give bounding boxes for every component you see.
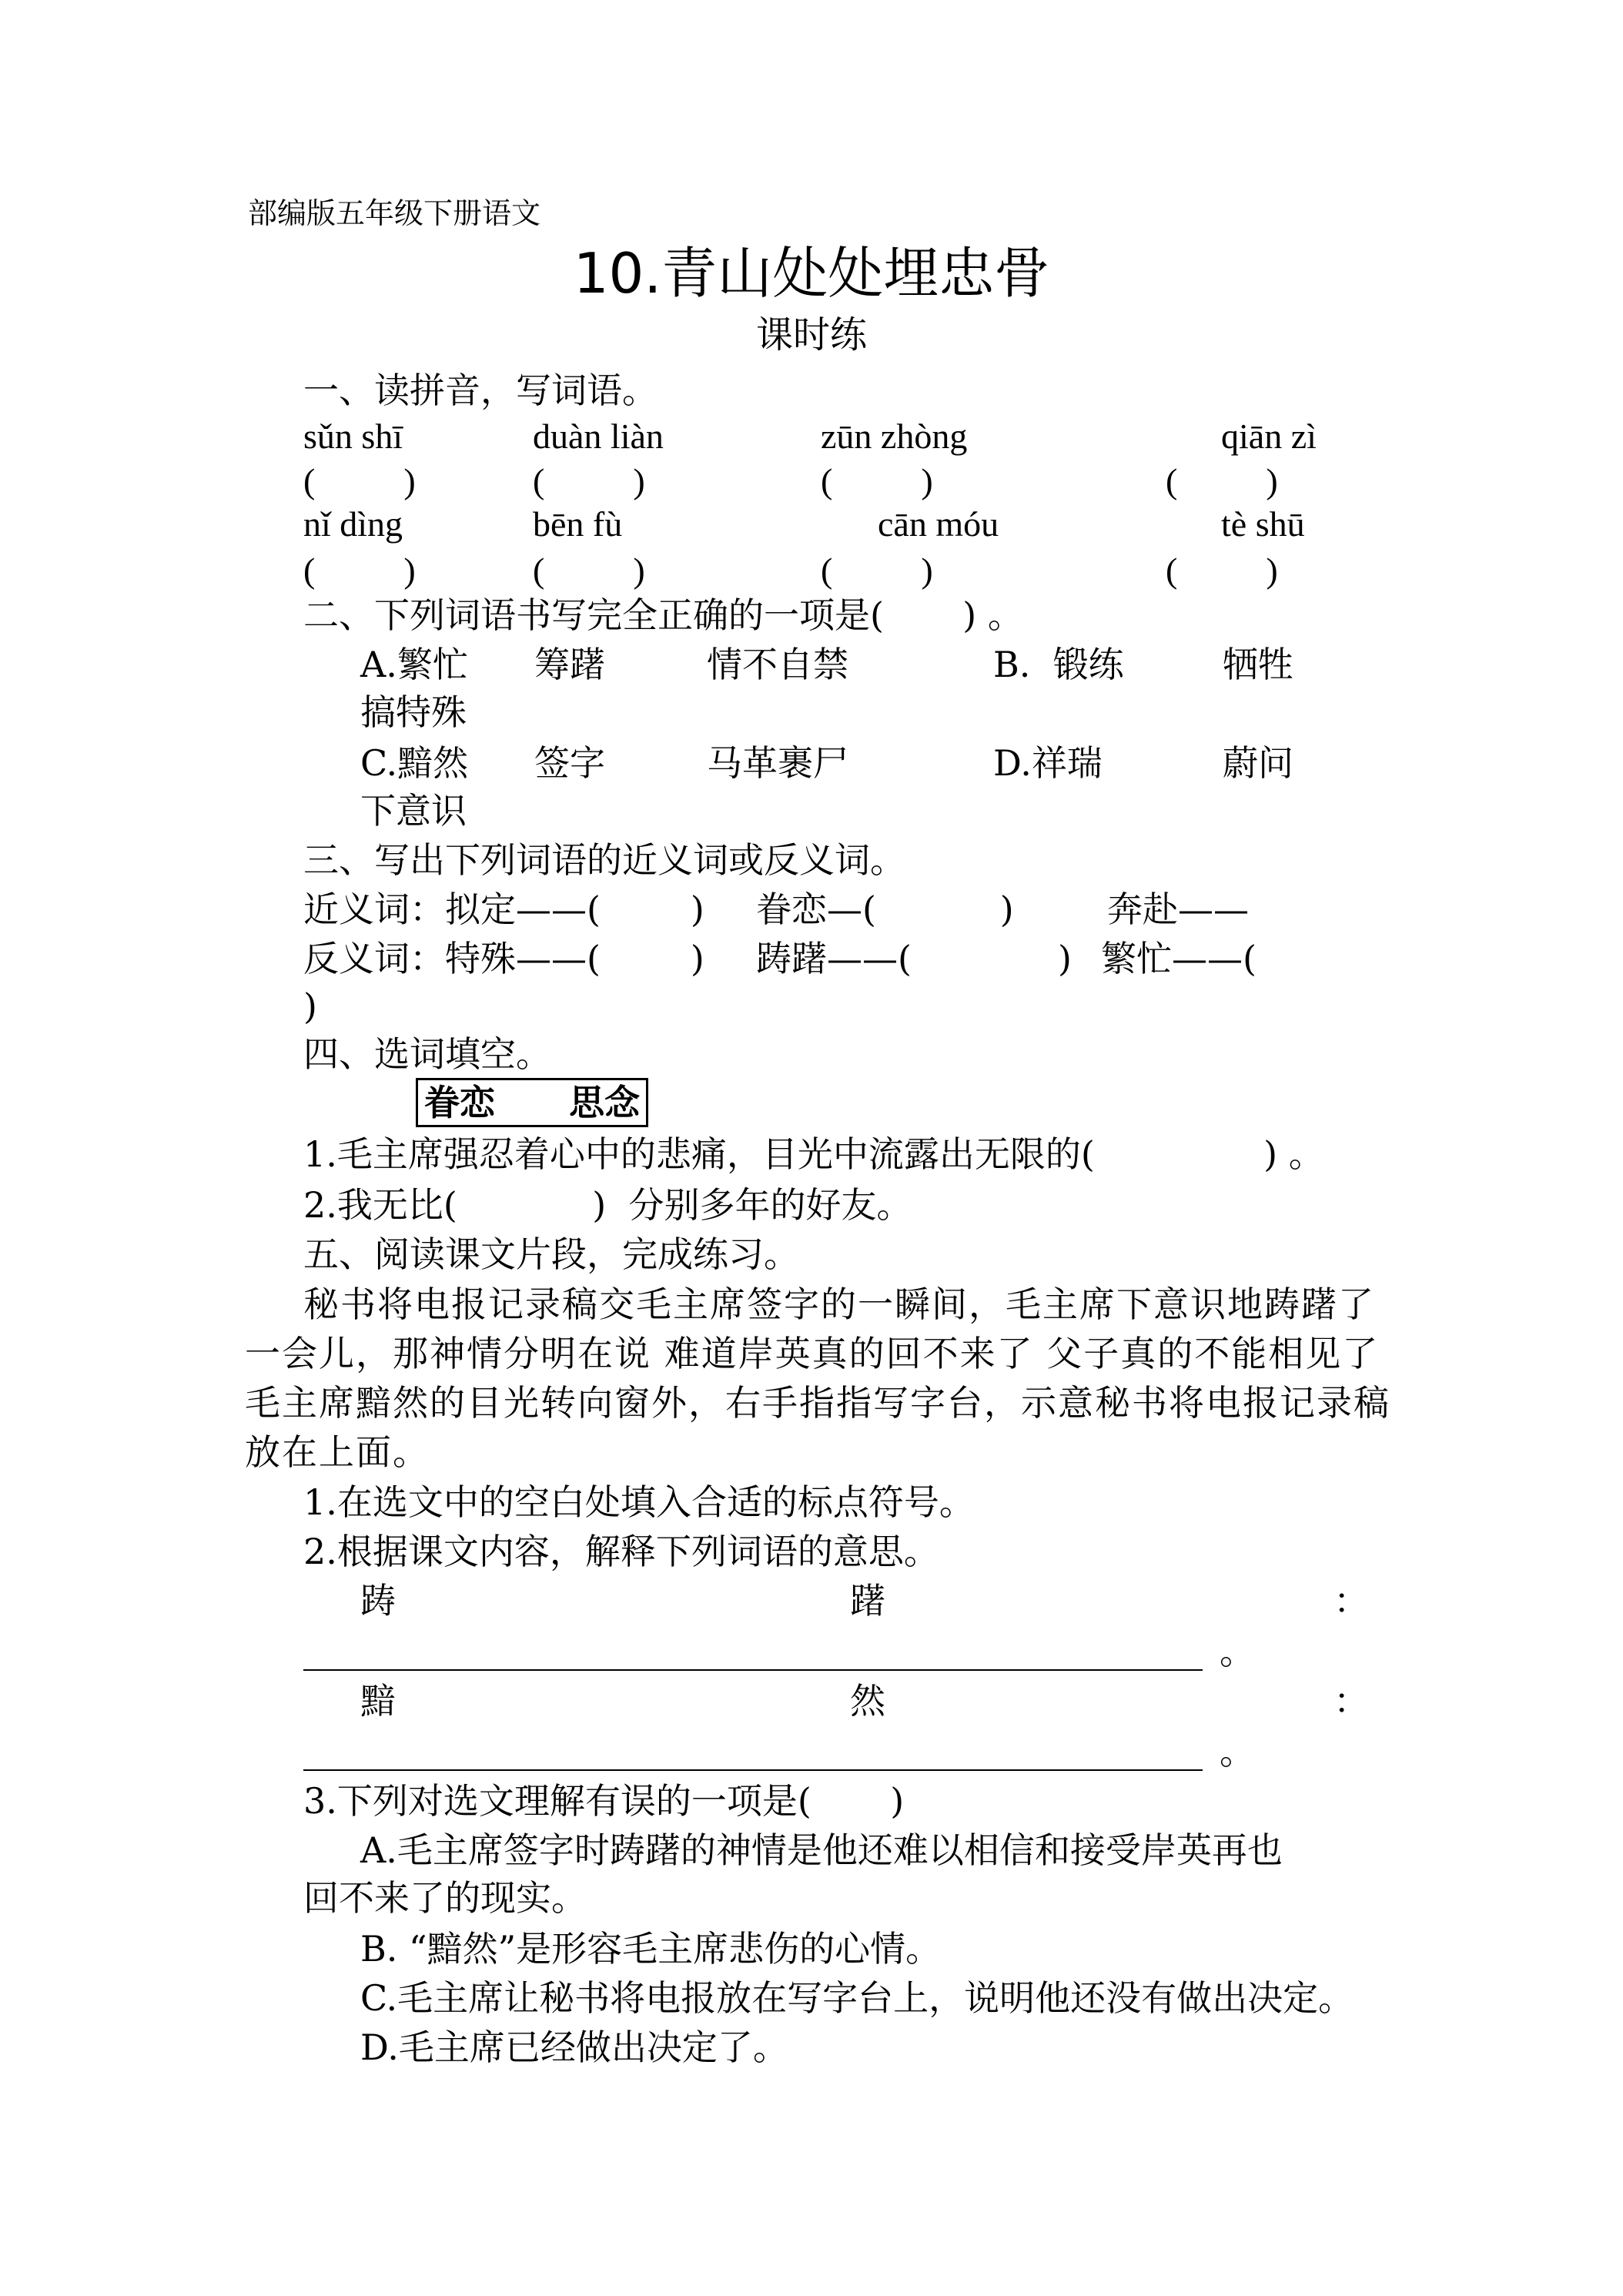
answer-blank[interactable]: ( )	[1166, 551, 1278, 590]
term-1-char-2: 躇	[850, 1580, 885, 1622]
option-a-word-2: 筹躇	[534, 644, 605, 685]
option-c-word-3: 马革裹尸	[707, 742, 848, 784]
item-3-option-a-line-1: A.毛主席签字时踌躇的神情是他还难以相信和接受岸英再也	[360, 1829, 1283, 1871]
antonym-2: 踌躇——( )	[756, 938, 1072, 979]
reading-passage: 秘书将电报记录稿交毛主席签字的一瞬间，毛主席下意识地踌躇了一会儿，那神情分明在说 难道岸英真的回不来了 父子真的不能相见了 毛主席黯然的目光转向窗外，右手指指写字台，示意秘书将电报记录稿放在上面。	[245, 1284, 1390, 1473]
q1-heading: 一、读拼音，写词语。	[303, 370, 658, 411]
page-subtitle: 课时练	[755, 313, 867, 356]
antonym-close-paren: )	[303, 986, 317, 1027]
term-2-char-2: 然	[850, 1680, 885, 1722]
option-d-word-2: 蔚问	[1223, 742, 1293, 784]
term-1-char-1: 踌	[360, 1580, 396, 1622]
item-3-option-c: C.毛主席让秘书将电报放在写字台上，说明他还没有做出决定。	[360, 1977, 1354, 2019]
synonym-1: 近义词：拟定——( )	[303, 889, 704, 930]
pinyin-4: qiān zì	[1221, 417, 1317, 456]
term-2-period: 。	[1220, 1731, 1255, 1772]
q5-item-2: 2.根据课文内容，解释下列词语的意思。	[303, 1531, 939, 1572]
option-b-word-2: 牺牲	[1223, 644, 1293, 685]
answer-blank[interactable]: ( )	[821, 461, 933, 500]
pinyin-8: tè shū	[1221, 504, 1305, 544]
pinyin-5: nǐ dìng	[303, 504, 403, 544]
q5-item-3: 3.下列对选文理解有误的一项是( )	[303, 1780, 905, 1822]
term-2-colon: ：	[1334, 1680, 1369, 1722]
pinyin-6: bēn fù	[533, 504, 623, 544]
pinyin-1: sǔn shī	[303, 417, 403, 456]
pinyin-3: zūn zhòng	[821, 417, 968, 456]
page-title: 10.青山处处埋忠骨	[573, 241, 1050, 306]
answer-line[interactable]	[303, 1769, 1203, 1771]
q5-heading: 五、阅读课文片段，完成练习。	[303, 1233, 799, 1275]
answer-blank[interactable]: ( )	[533, 461, 645, 500]
q3-heading: 三、写出下列词语的近义词或反义词。	[303, 839, 905, 881]
word-choice-box: 眷恋 思念	[416, 1078, 648, 1127]
answer-blank[interactable]: ( )	[1166, 461, 1278, 500]
q2-heading: 二、下列词语书写完全正确的一项是( ) 。	[303, 594, 1023, 636]
synonym-2: 眷恋—( )	[756, 889, 1014, 930]
answer-blank[interactable]: ( )	[821, 551, 933, 590]
q4-heading: 四、选词填空。	[303, 1033, 551, 1075]
term-1-colon: ：	[1334, 1580, 1369, 1622]
option-a-word-1: A.繁忙	[360, 644, 468, 685]
antonym-1: 反义词：特殊——( )	[303, 938, 704, 979]
option-b-word-3: 搞特殊	[360, 691, 467, 733]
option-a-word-3: 情不自禁	[707, 644, 848, 685]
item-3-option-b: B. “黯然”是形容毛主席悲伤的心情。	[360, 1928, 942, 1970]
pinyin-2: duàn liàn	[533, 417, 664, 456]
option-c-word-1: C.黯然	[360, 742, 469, 784]
q5-item-1: 1.在选文中的空白处填入合适的标点符号。	[303, 1481, 975, 1523]
antonym-3: 繁忙——(	[1101, 938, 1257, 979]
term-2-char-1: 黯	[360, 1680, 396, 1722]
answer-blank[interactable]: ( )	[303, 551, 416, 590]
fill-sentence-1: 1.毛主席强忍着心中的悲痛，目光中流露出无限的( ) 。	[303, 1133, 1324, 1175]
option-d-word-3: 下意识	[360, 790, 467, 832]
pinyin-7: cān móu	[878, 504, 999, 544]
term-1-period: 。	[1220, 1631, 1255, 1672]
fill-sentence-2: 2.我无比( ) 分别多年的好友。	[303, 1184, 912, 1226]
answer-blank[interactable]: ( )	[533, 551, 645, 590]
answer-line[interactable]	[303, 1669, 1203, 1671]
item-3-option-d: D.毛主席已经做出决定了。	[360, 2027, 788, 2068]
option-c-word-2: 签字	[534, 742, 605, 784]
option-b-word-1: B. 锻练	[993, 644, 1124, 685]
item-3-option-a-line-2: 回不来了的现实。	[303, 1877, 587, 1919]
synonym-3: 奔赴——	[1107, 889, 1249, 930]
header-text: 部编版五年级下册语文	[248, 196, 541, 230]
option-d-word-1: D.祥瑞	[993, 742, 1103, 784]
answer-blank[interactable]: ( )	[303, 461, 416, 500]
